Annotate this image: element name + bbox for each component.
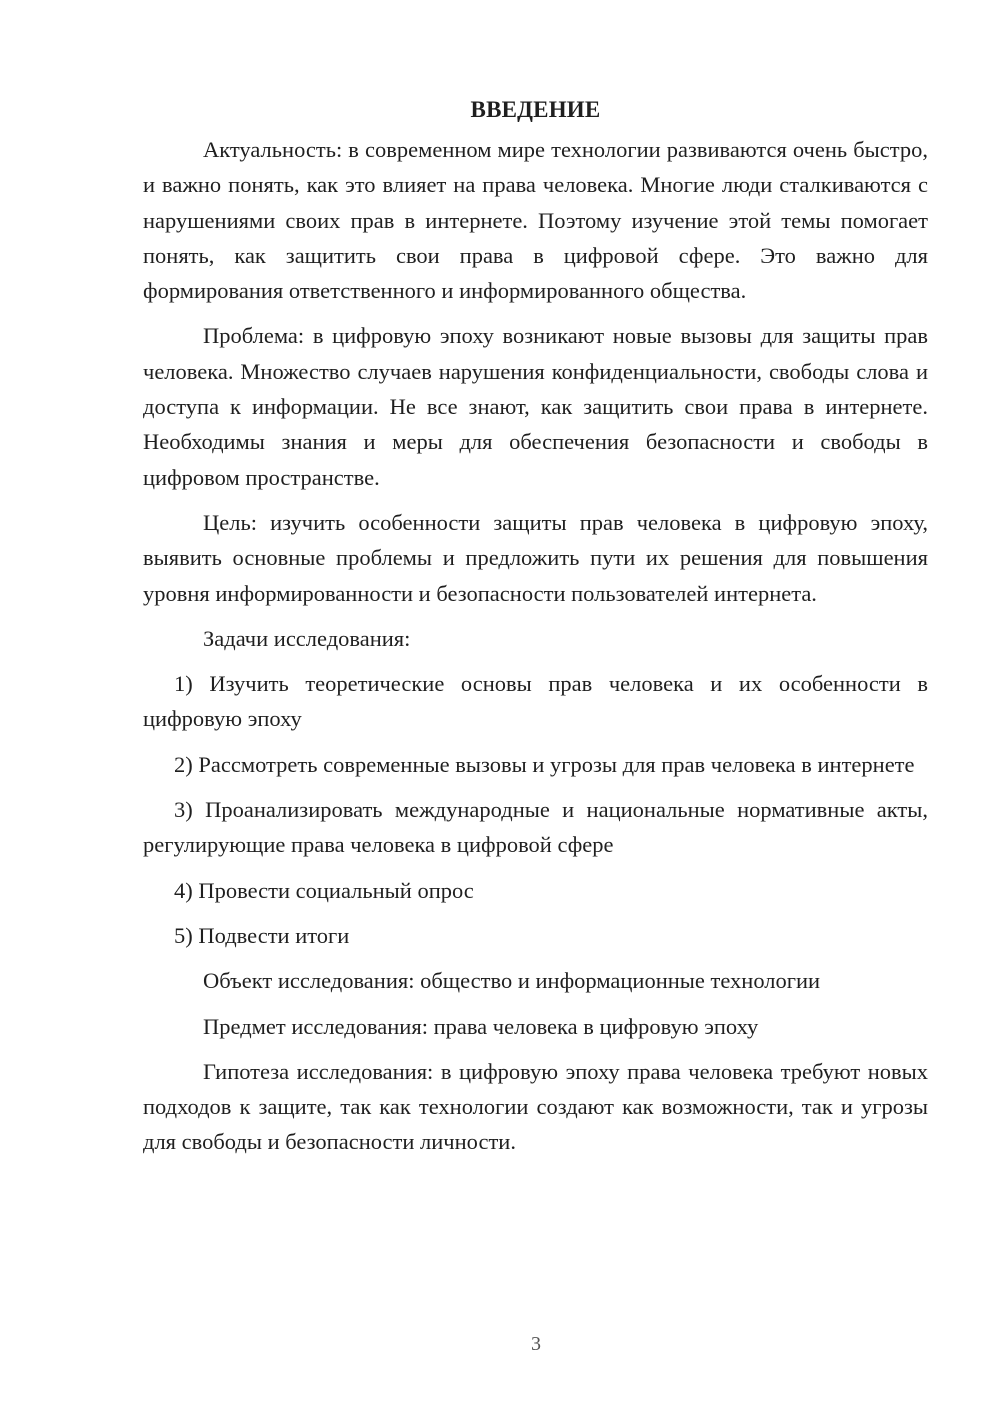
task-item-2: 2) Рассмотреть современные вызовы и угрозы для прав человека в интернете: [174, 751, 915, 777]
tasks-heading: Задачи исследования:: [203, 625, 411, 651]
page-number: 3: [531, 1333, 541, 1355]
research-hypothesis: Гипотеза исследования: в цифровую эпоху права человека требуют новых подходов к защите, так как технологии создают как возможности, так и угрозы для свободы и безопасности личности.: [143, 1058, 928, 1155]
research-object: Объект исследования: общество и информационные технологии: [203, 968, 821, 994]
task-item-1: 1) Изучить теоретические основы прав человека и их особенности в цифровую эпоху: [143, 671, 928, 732]
task-item-5: 5) Подвести итоги: [174, 922, 350, 948]
page-title: ВВЕДЕНИЕ: [470, 97, 601, 122]
task-item-3: 3) Проанализировать международные и национальные нормативные акты, регулирующие права человека в цифровой сфере: [143, 797, 928, 858]
paragraph-problem: Проблема: в цифровую эпоху возникают новые вызовы для защиты прав человека. Множество случаев нарушения конфиденциальности, свободы слова и доступа к информации. Не все знают, как защитить свои права в интернете. Необходимы знания и меры для обеспечения безопасности и свободы в цифровом пространстве.: [143, 323, 928, 490]
task-item-4: 4) Провести социальный опрос: [174, 877, 474, 903]
document-page: [143, 92, 928, 1170]
paragraph-relevance: Актуальность: в современном мире технологии развиваются очень быстро, и важно понять, как это влияет на права человека. Многие люди сталкиваются с нарушениями своих прав в интернете. Поэтому изучение этой темы помогает понять, как защитить свои права в цифровой сфере. Это важно для формирования ответственного и информированного общества.: [143, 137, 928, 304]
research-subject: Предмет исследования: права человека в цифровую эпоху: [203, 1013, 759, 1039]
paragraph-goal: Цель: изучить особенности защиты прав человека в цифровую эпоху, выявить основные проблемы и предложить пути их решения для повышения уровня информированности и безопасности пользователей интернета.: [143, 509, 928, 606]
